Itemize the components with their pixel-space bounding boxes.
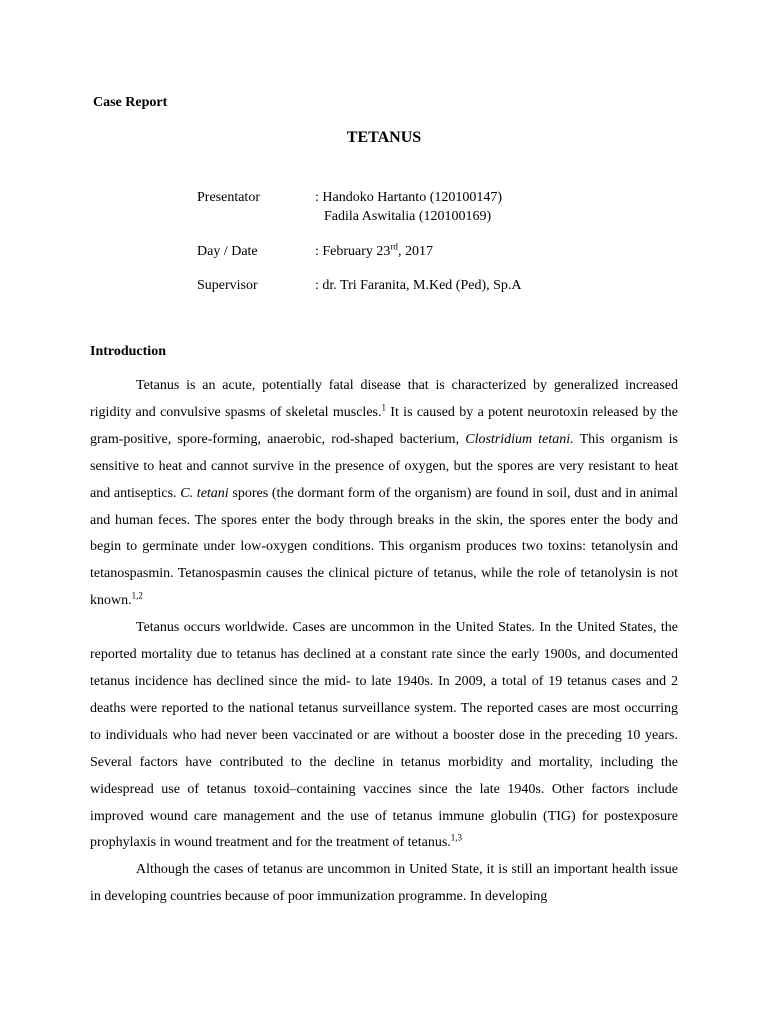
- supervisor-label: Supervisor: [197, 278, 258, 293]
- species-abbrev: C. tetani: [180, 485, 229, 501]
- supervisor-value: : dr. Tri Faranita, M.Ked (Ped), Sp.A: [315, 278, 522, 293]
- presentator-label: Presentator: [197, 190, 260, 205]
- page-title: TETANUS: [346, 129, 422, 146]
- presentator-name-2: Fadila Aswitalia (120100169): [324, 209, 492, 224]
- citation-2: 1,2: [131, 590, 143, 601]
- supervisor-row: [197, 276, 675, 295]
- citation-1: 1: [381, 402, 386, 413]
- presentator-name-1: : Handoko Hartanto (120100147): [315, 190, 503, 205]
- date-value: [315, 242, 675, 261]
- p1-text-b: It is caused by a potent neurotoxin released by the gram-positive, spore-forming, anaerobic, rod-shaped bacterium,: [90, 404, 678, 447]
- presentator-value: [315, 188, 675, 226]
- report-meta: [197, 188, 675, 295]
- date-ordinal: rd: [390, 241, 398, 252]
- date-label: Day / Date: [197, 244, 258, 259]
- date-prefix: : February 23: [315, 244, 391, 259]
- presentator-row: [197, 188, 675, 226]
- p2-text: Tetanus occurs worldwide. Cases are uncommon in the United States. In the United States, the reported mortality due to tetanus has declined at a constant rate since the early 1900s, and documented tetanus incidence has declined since the mid- to late 1940s. In 2009, a total of 19 tetanus cases and 2 deaths were reported to the national tetanus surveillance system. The reported cases are most occurring to individuals who had never been vaccinated or are without a booster dose in the preceding 10 years. Several factors have contributed to the decline in tetanus morbidity and mortality, including the widespread use of tetanus toxoid–containing vaccines since the late 1940s. Other factors include improved wound care management and the use of tetanus immune globulin (TIG) for postexposure prophylaxis in wound treatment and for the treatment of tetanus.: [90, 620, 678, 851]
- date-suffix: , 2017: [397, 244, 433, 259]
- species-name: Clostridium tetani.: [465, 431, 574, 447]
- introduction-body: [90, 373, 678, 911]
- date-row: [197, 242, 675, 261]
- p1-text-a: Tetanus is an acute, potentially fatal disease that is characterized by generalized increased rigidity and convulsive spasms of skeletal muscles.: [90, 378, 678, 420]
- report-type-label: Case Report: [93, 95, 168, 110]
- paragraph-2: [90, 615, 678, 857]
- paragraph-3: [90, 857, 678, 911]
- citation-3: 1,3: [450, 832, 463, 843]
- p1-text-d: spores (the dormant form of the organism) are found in soil, dust and in animal and human feces. The spores enter the body through breaks in the skin, the spores enter the body and begin to germinate under low-oxygen conditions. This organism produces two toxins: tetanolysin and tetanospasmin. Tetanospasmin causes the clinical picture of tetanus, while the role of tetanolysin is not known.: [90, 485, 678, 609]
- paragraph-1: [90, 373, 678, 615]
- p1-text-c: This organism is sensitive to heat and cannot survive in the presence of oxygen, but the spores are very resistant to heat and antiseptics.: [90, 431, 678, 501]
- p3-text: Although the cases of tetanus are uncommon in United State, it is still an important health issue in developing countries because of poor immunization programme. In developing: [90, 862, 678, 905]
- introduction-heading: Introduction: [90, 344, 166, 359]
